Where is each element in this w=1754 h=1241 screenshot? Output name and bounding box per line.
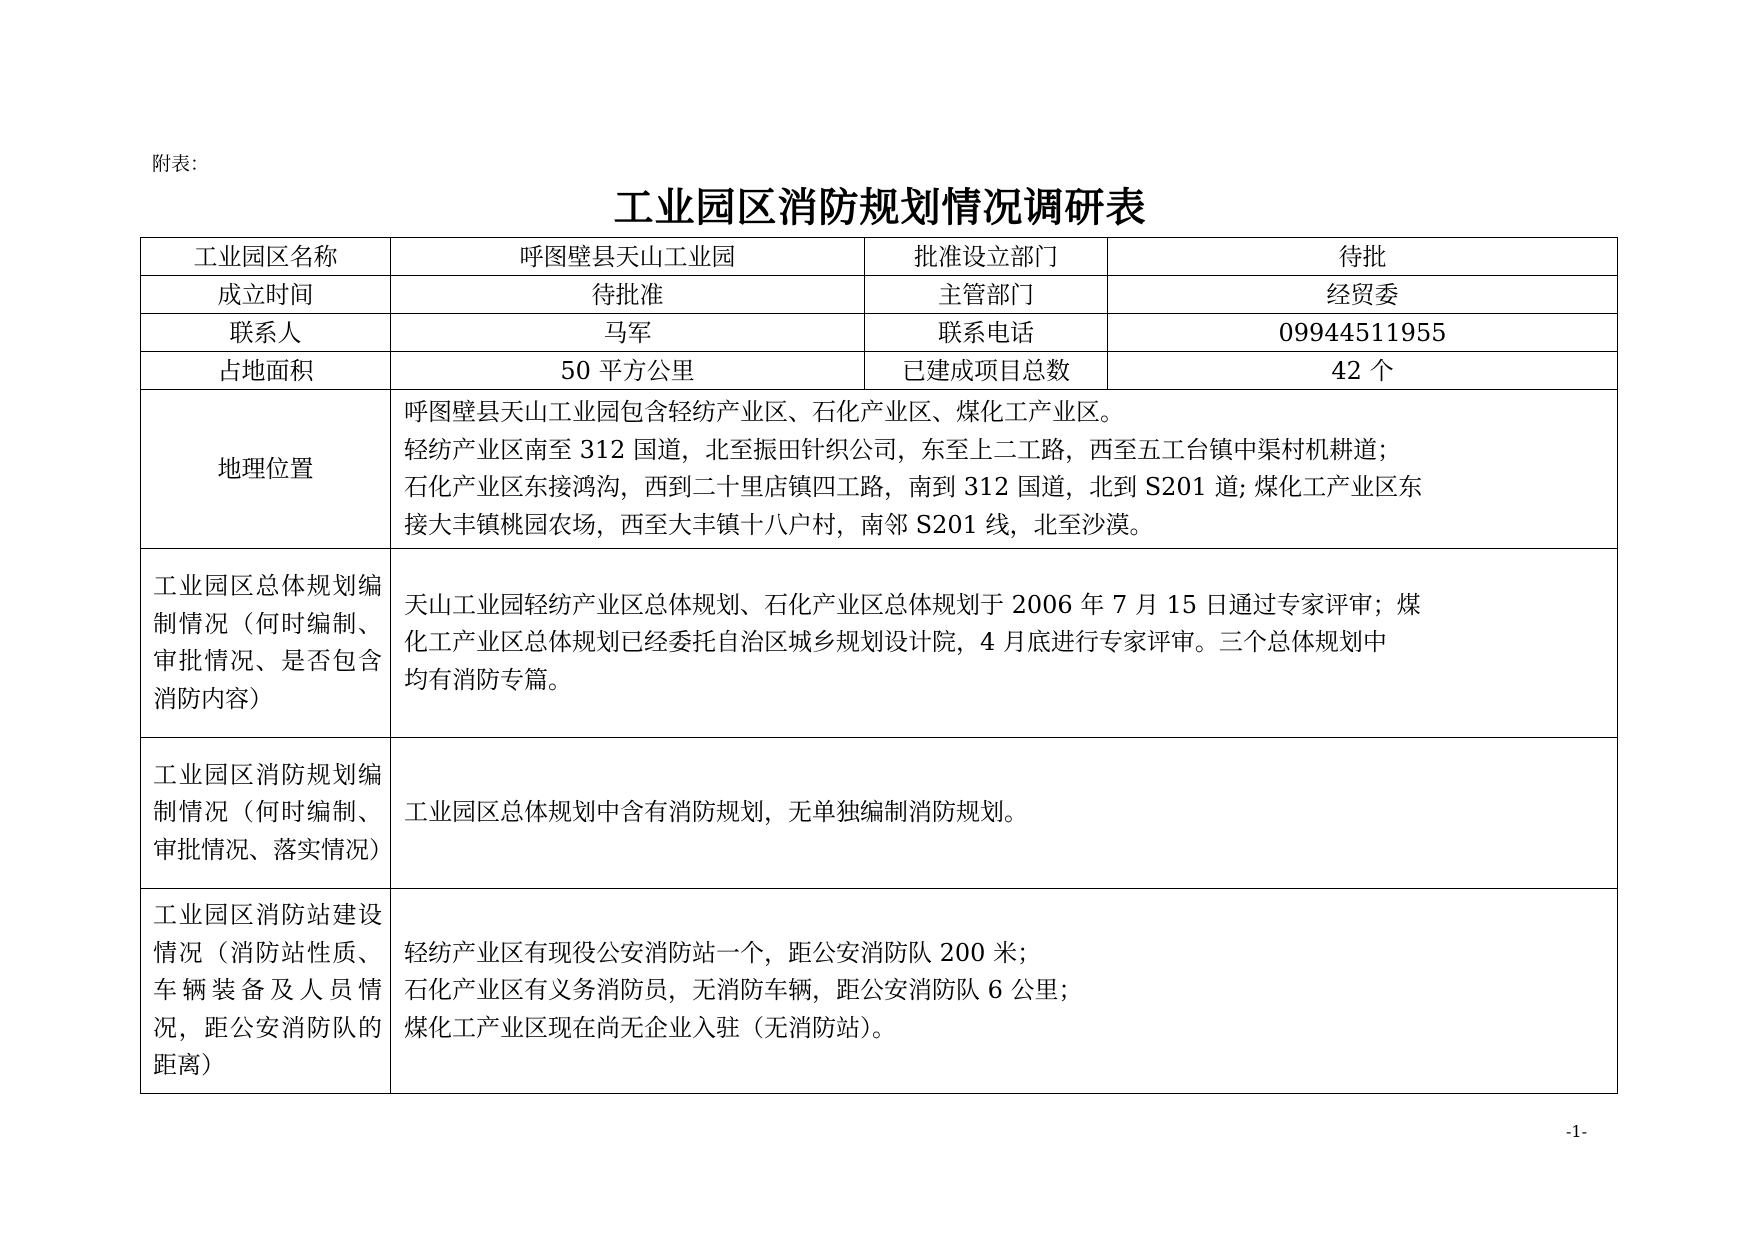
table-row xyxy=(141,738,1618,889)
location-label: 地理位置 xyxy=(141,390,391,549)
supervising-dept-label: 主管部门 xyxy=(865,276,1108,314)
table-row xyxy=(141,889,1618,1094)
overall-plan-content xyxy=(391,549,1618,738)
table-row xyxy=(141,238,1618,276)
established-time-label: 成立时间 xyxy=(141,276,391,314)
approval-dept-label: 批准设立部门 xyxy=(865,238,1108,276)
park-name-value: 呼图壁县天山工业园 xyxy=(391,238,865,276)
survey-table xyxy=(140,237,1618,1094)
overall-plan-line: 天山工业园轻纺产业区总体规划、石化产业区总体规划于 2006 年 7 月 15 日通过专家评审；煤 xyxy=(404,590,1421,619)
established-time-value: 待批准 xyxy=(391,276,865,314)
page-title: 工业园区消防规划情况调研表 xyxy=(613,184,1147,231)
annex-label: 附表： xyxy=(152,153,210,175)
page-number: -1- xyxy=(1566,1122,1587,1141)
contact-person-label: 联系人 xyxy=(141,314,391,352)
park-name-label: 工业园区名称 xyxy=(141,238,391,276)
land-area-value: 50 平方公里 xyxy=(391,352,865,390)
land-area-label: 占地面积 xyxy=(141,352,391,390)
contact-phone-value: 09944511955 xyxy=(1108,314,1618,352)
table-row xyxy=(141,314,1618,352)
approval-dept-value: 待批 xyxy=(1108,238,1618,276)
fire-station-line: 轻纺产业区有现役公安消防站一个，距公安消防队 200 米； xyxy=(404,938,1042,967)
fire-plan-line: 工业园区总体规划中含有消防规划，无单独编制消防规划。 xyxy=(404,798,1028,827)
contact-phone-label: 联系电话 xyxy=(865,314,1108,352)
overall-plan-line: 化工产业区总体规划已经委托自治区城乡规划设计院，4 月底进行专家评审。三个总体规划中 xyxy=(404,628,1387,657)
contact-person-value: 马军 xyxy=(391,314,865,352)
fire-station-line: 石化产业区有义务消防员，无消防车辆，距公安消防队 6 公里； xyxy=(404,976,1083,1005)
table-row xyxy=(141,276,1618,314)
fire-station-label: 工业园区消防站建设情况（消防站性质、车辆装备及人员情况，距公安消防队的距离） xyxy=(141,889,391,1094)
fire-station-content xyxy=(391,889,1618,1094)
overall-plan-label: 工业园区总体规划编制情况（何时编制、审批情况、是否包含消防内容） xyxy=(141,549,391,738)
fire-plan-label: 工业园区消防规划编制情况（何时编制、审批情况、落实情况） xyxy=(141,738,391,889)
location-line: 呼图壁县天山工业园包含轻纺产业区、石化产业区、煤化工产业区。 xyxy=(404,398,1124,426)
completed-projects-label: 已建成项目总数 xyxy=(865,352,1108,390)
supervising-dept-value: 经贸委 xyxy=(1108,276,1618,314)
completed-projects-value: 42 个 xyxy=(1108,352,1618,390)
table-row xyxy=(141,549,1618,738)
fire-plan-content xyxy=(391,738,1618,889)
table-row xyxy=(141,390,1618,549)
overall-plan-line: 均有消防专篇。 xyxy=(404,665,572,694)
location-line: 石化产业区东接鸿沟，西到二十里店镇四工路，南到 312 国道，北到 S201 道; 煤化工产业区东 xyxy=(404,473,1423,501)
table-row xyxy=(141,352,1618,390)
fire-station-line: 煤化工产业区现在尚无企业入驻（无消防站）。 xyxy=(404,1013,896,1042)
location-line: 轻纺产业区南至 312 国道，北至振田针织公司，东至上二工路，西至五工台镇中渠村机耕道； xyxy=(404,435,1402,464)
location-content xyxy=(391,390,1618,549)
location-line: 接大丰镇桃园农场，西至大丰镇十八户村，南邻 S201 线，北至沙漠。 xyxy=(404,510,1154,539)
